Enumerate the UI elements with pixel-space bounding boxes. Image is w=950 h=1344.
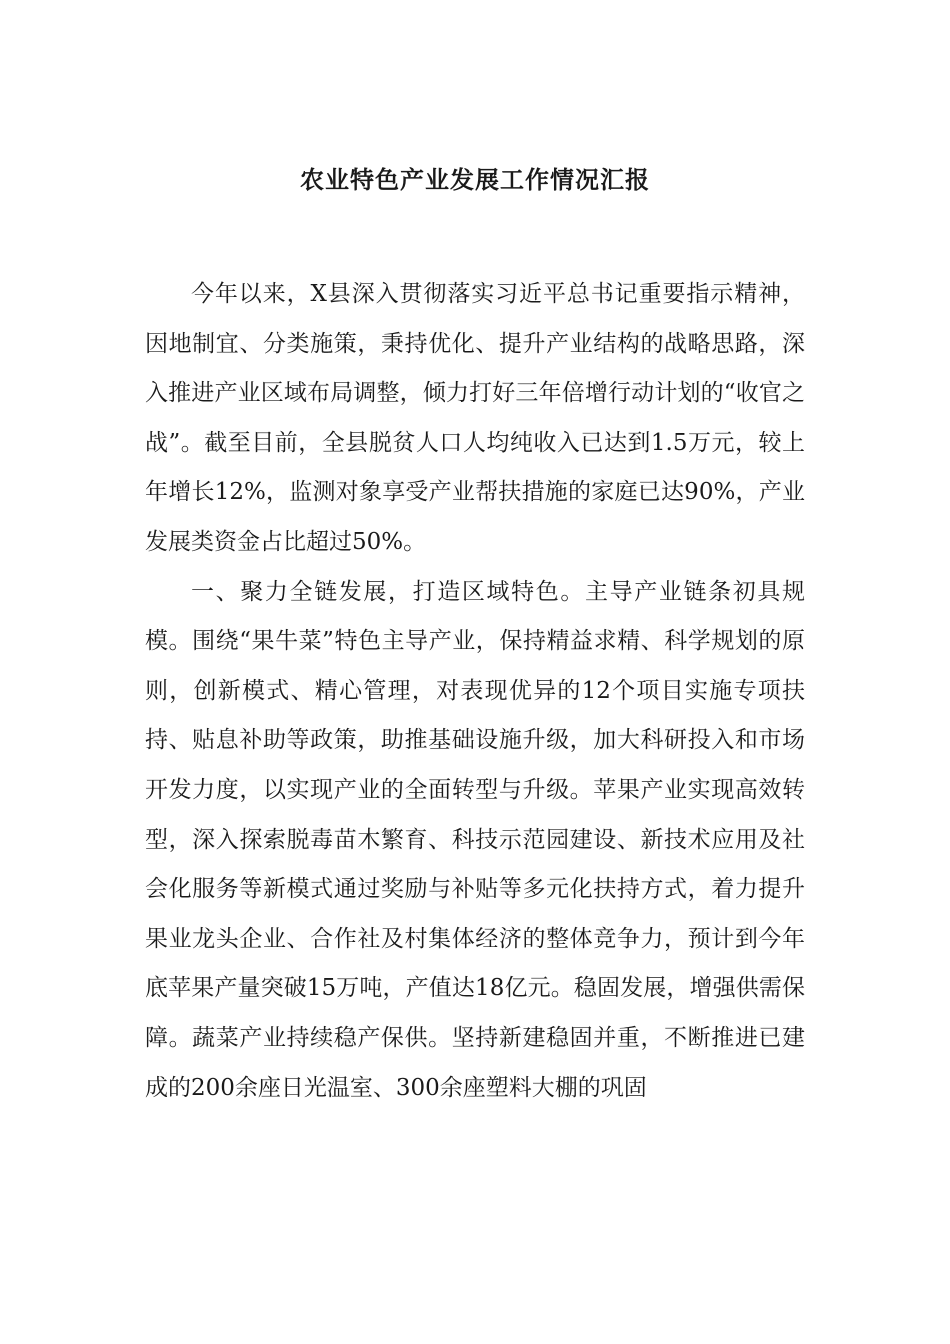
- paragraph-intro: 今年以来，X县深入贯彻落实习近平总书记重要指示精神，因地制宜、分类施策，秉持优化、提升产业结构的战略思路，深入推进产业区域布局调整，倾力打好三年倍增行动计划的“收官之战”。截至目前，全县脱贫人口人均纯收入已达到1.5万元，较上年增长12%，监测对象享受产业帮扶措施的家庭已达90%，产业发展类资金占比超过50%。: [145, 281, 805, 555]
- document-body: [145, 270, 805, 1113]
- paragraph-section-one: 一、聚力全链发展，打造区域特色。主导产业链条初具规模。围绕“果牛菜”特色主导产业，保持精益求精、科学规划的原则，创新模式、精心管理，对表现优异的12个项目实施专项扶持、贴息补助等政策，助推基础设施升级，加大科研投入和市场开发力度，以实现产业的全面转型与升级。苹果产业实现高效转型，深入探索脱毒苗木繁育、科技示范园建设、新技术应用及社会化服务等新模式通过奖励与补贴等多元化扶持方式，着力提升果业龙头企业、合作社及村集体经济的整体竞争力，预计到今年底苹果产量突破15万吨，产值达18亿元。稳固发展，增强供需保障。蔬菜产业持续稳产保供。坚持新建稳固并重，不断推进已建成的200余座日光温室、300余座塑料大棚的巩固: [145, 578, 805, 1101]
- document-title: 农业特色产业发展工作情况汇报: [300, 165, 650, 194]
